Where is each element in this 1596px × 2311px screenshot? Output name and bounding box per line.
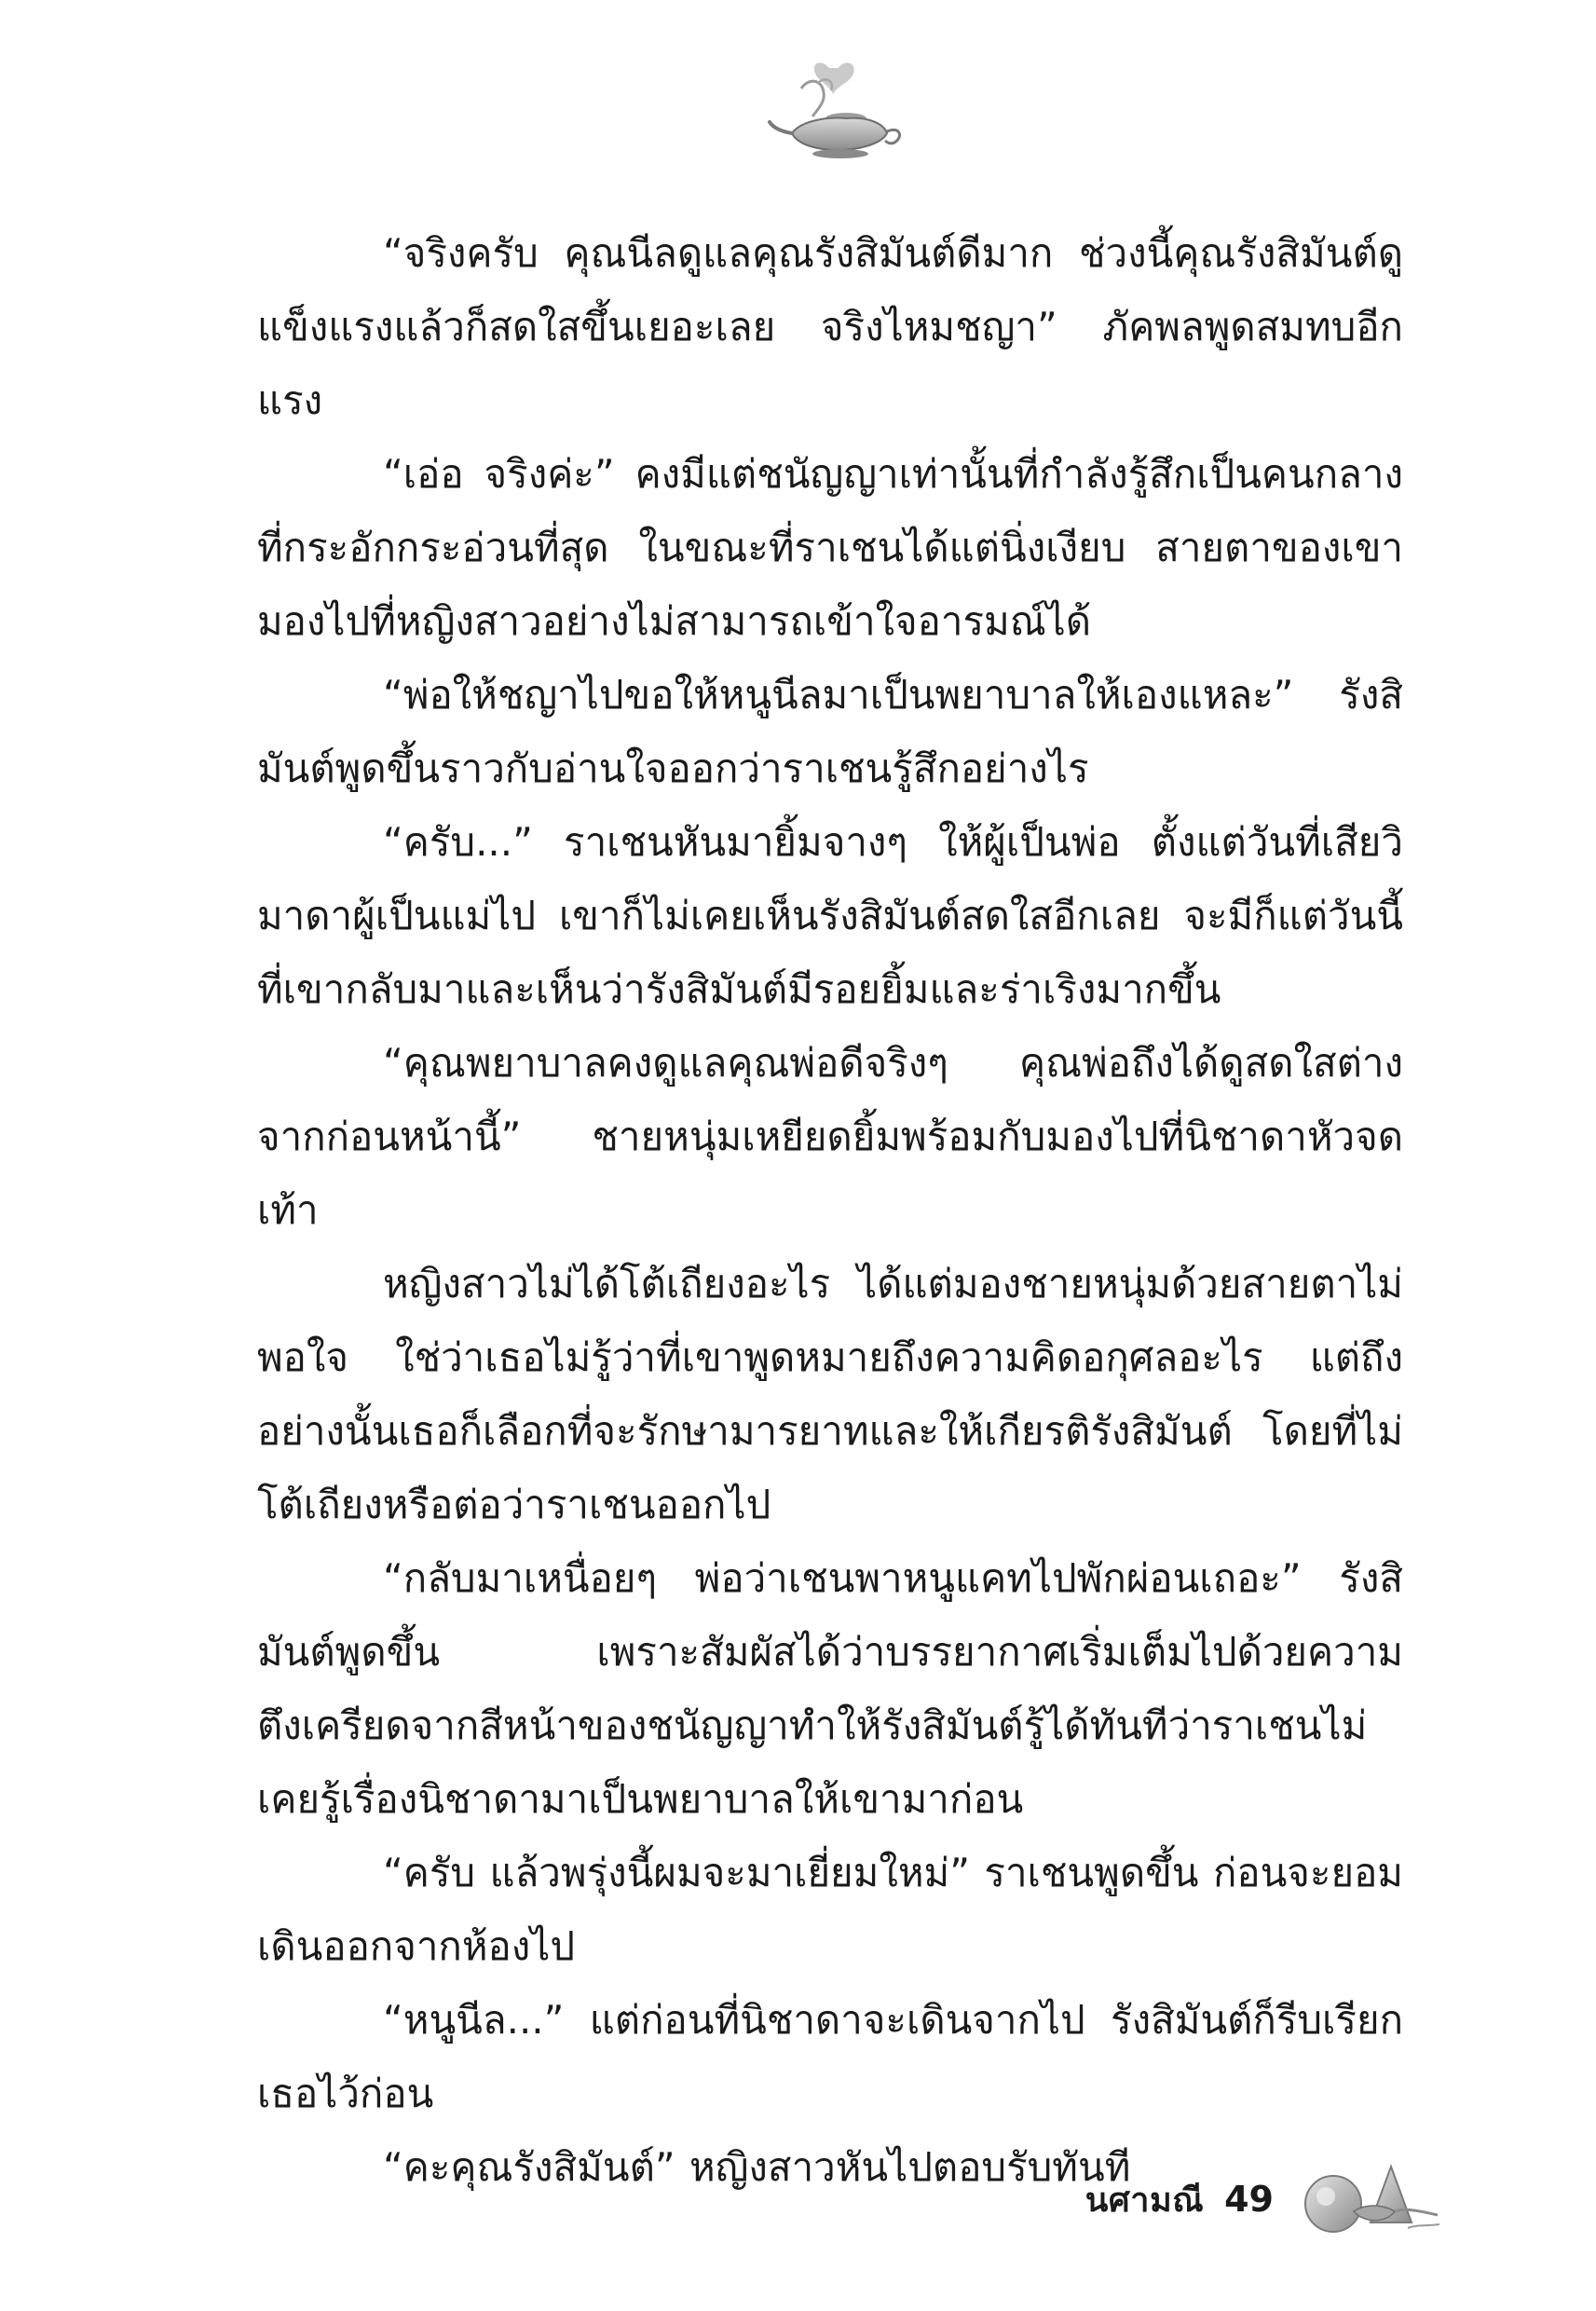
body-text (257, 216, 1403, 2204)
paragraph-4: “ครับ...” ราเชนหันมายิ้มจางๆ ให้ผู้เป็นพ่อ ตั้งแต่วันที่เสียวิมาดาผู้เป็นแม่ไป เขาก็ไม่เคยเห็นรังสิมันต์สดใสอีกเลย จะมีก็แต่วันนี้ที่เขากลับมาและเห็นว่ารังสิมันต์มีรอยยิ้มและร่าเริงมากขึ้น (257, 819, 1403, 1012)
paragraph-9: “หนูนีล...” แต่ก่อนที่นิชาดาจะเดินจากไป รังสิมันต์ก็รีบเรียกเธอไว้ก่อน (257, 1997, 1403, 2116)
book-title: นศามณี (1084, 2181, 1205, 2220)
page-number: 49 (1224, 2179, 1274, 2220)
paragraph-1: “จริงครับ คุณนีลดูแลคุณรังสิมันต์ดีมาก ช่วงนี้คุณรังสิมันต์ดูแข็งแรงแล้วก็สดใสขึ้นเยอะเลย จริงไหมชญา” ภัคพลพูดสมทบอีกแรง (257, 230, 1403, 423)
paragraph-7: “กลับมาเหนื่อยๆ พ่อว่าเชนพาหนูแคทไปพักผ่อนเถอะ” รังสิมันต์พูดขึ้น เพราะสัมผัสได้ว่าบรรยากาศเริ่มเต็มไปด้วยความตึงเครียดจากสีหน้าของชนัญญาทำให้รังสิมันต์รู้ได้ทันทีว่าราเชนไม่เคยรู้เรื่องนิชาดามาเป็นพยาบาลให้เขามาก่อน (257, 1555, 1403, 1822)
paragraph-10: “คะคุณรังสิมันต์” หญิงสาวหันไปตอบรับทันที (383, 2144, 1131, 2190)
paragraph-6: หญิงสาวไม่ได้โต้เถียงอะไร ได้แต่มองชายหนุ่มด้วยสายตาไม่พอใจ ใช่ว่าเธอไม่รู้ว่าที่เขาพูดหมายถึงความคิดอกุศลอะไร แต่ถึงอย่างนั้นเธอก็เลือกที่จะรักษามารยาทและให้เกียรติรังสิมันต์ โดยที่ไม่โต้เถียงหรือต่อว่าราเชนออกไป (257, 1261, 1403, 1527)
paragraph-5: “คุณพยาบาลคงดูแลคุณพ่อดีจริงๆ คุณพ่อถึงได้ดูสดใสต่างจากก่อนหน้านี้” ชายหนุ่มเหยียดยิ้มพร้อมกับมองไปที่นิชาดาหัวจดเท้า (257, 1040, 1403, 1233)
paragraph-3: “พ่อให้ชญาไปขอให้หนูนีลมาเป็นพยาบาลให้เองแหละ” รังสิมันต์พูดขึ้นราวกับอ่านใจออกว่าราเชนรู้สึกอย่างไร (257, 672, 1403, 791)
page-footer (1085, 2157, 1447, 2241)
lamp-logo-icon (1298, 2157, 1447, 2241)
paragraph-2: “เอ่อ จริงค่ะ” คงมีแต่ชนัญญาเท่านั้นที่กำลังรู้สึกเป็นคนกลางที่กระอักกระอ่วนที่สุด ในขณะที่ราเชนได้แต่นิ่งเงียบ สายตาของเขามองไปที่หญิงสาวอย่างไม่สามารถเข้าใจอารมณ์ได้ (257, 451, 1403, 644)
genie-lamp-icon (764, 51, 913, 163)
paragraph-8: “ครับ แล้วพรุ่งนี้ผมจะมาเยี่ยมใหม่” ราเชนพูดขึ้น ก่อนจะยอมเดินออกจากห้องไป (257, 1850, 1403, 1969)
